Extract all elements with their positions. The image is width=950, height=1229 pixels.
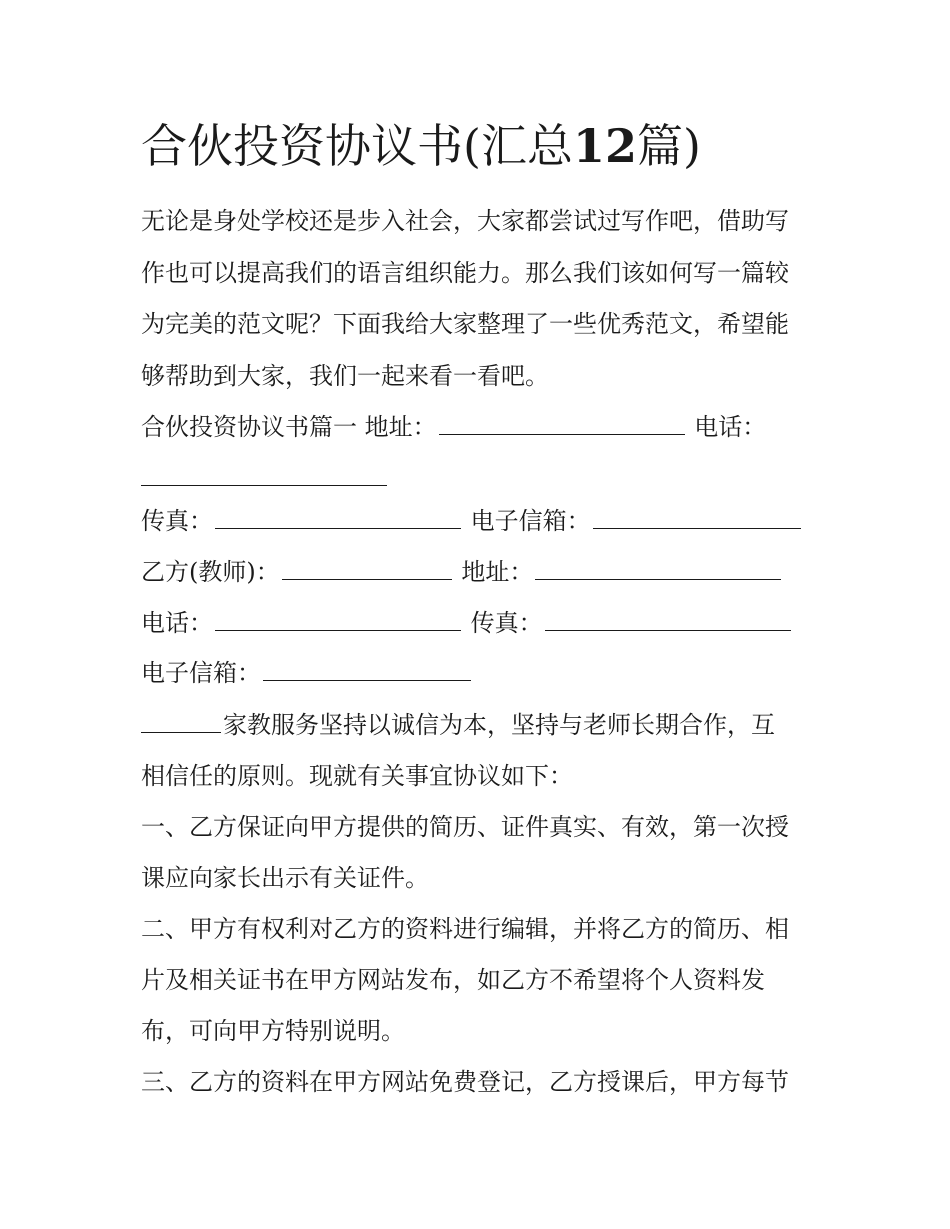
form-row-address: [141, 410, 766, 444]
phone-blank[interactable]: [141, 463, 387, 486]
phone-label-2: 电话：: [141, 609, 213, 637]
party-b-label: 乙方(教师)：: [141, 558, 280, 586]
body-line-6: 片及相关证书在甲方网站发布，如乙方不希望将个人资料发: [141, 966, 765, 994]
intro-line-3: 为完美的范文呢？下面我给大家整理了一些优秀范文，希望能: [141, 310, 789, 338]
email-label-2: 电子信箱：: [141, 659, 261, 687]
fax-label: 传真：: [141, 507, 213, 535]
body-line-1: [141, 708, 775, 742]
body-line-8: 三、乙方的资料在甲方网站免费登记，乙方授课后，甲方每节: [141, 1068, 789, 1096]
title-suffix: 篇): [636, 119, 701, 173]
title-text: 合伙投资协议书(汇总: [141, 119, 573, 173]
form-row-phone-blank: [141, 461, 389, 495]
party-b-blank[interactable]: [282, 557, 452, 580]
intro-line-2: 作也可以提高我们的语言组织能力。那么我们该如何写一篇较: [141, 259, 789, 287]
address-label-2: 地址：: [461, 558, 534, 586]
title-count: 12: [572, 119, 637, 173]
email-blank[interactable]: [593, 506, 801, 529]
phone-label: 电话：: [694, 413, 767, 441]
body-line-4: 课应向家长出示有关证件。: [141, 864, 429, 892]
body-line-5: 二、甲方有权利对乙方的资料进行编辑，并将乙方的简历、相: [141, 915, 789, 943]
company-blank[interactable]: [141, 710, 221, 733]
address-blank[interactable]: [439, 412, 685, 435]
email-label: 电子信箱：: [470, 507, 591, 535]
fax-label-2: 传真：: [470, 609, 543, 637]
body-line-3: 一、乙方保证向甲方提供的简历、证件真实、有效，第一次授: [141, 813, 789, 841]
body-line-7: 布，可向甲方特别说明。: [141, 1017, 405, 1045]
address-label: 地址：: [364, 413, 437, 441]
fax-blank[interactable]: [215, 506, 461, 529]
body-line-2: 相信任的原则。现就有关事宜协议如下：: [141, 762, 573, 790]
phone-blank-2[interactable]: [215, 608, 461, 631]
form-row-phone-2: [141, 606, 793, 640]
document-title: [141, 110, 701, 182]
form-row-fax: [141, 504, 803, 538]
intro-line-1: 无论是身处学校还是步入社会，大家都尝试过写作吧，借助写: [141, 207, 789, 235]
email-blank-2[interactable]: [263, 658, 471, 681]
section-title: 合伙投资协议书篇一: [141, 413, 357, 441]
intro-line-4: 够帮助到大家，我们一起来看一看吧。: [141, 362, 549, 390]
form-row-email-2: [141, 656, 473, 690]
form-row-party-b: [141, 555, 783, 589]
address-blank-2[interactable]: [535, 557, 781, 580]
body-text-1: 家教服务坚持以诚信为本，坚持与老师长期合作，互: [223, 711, 775, 739]
fax-blank-2[interactable]: [545, 608, 791, 631]
